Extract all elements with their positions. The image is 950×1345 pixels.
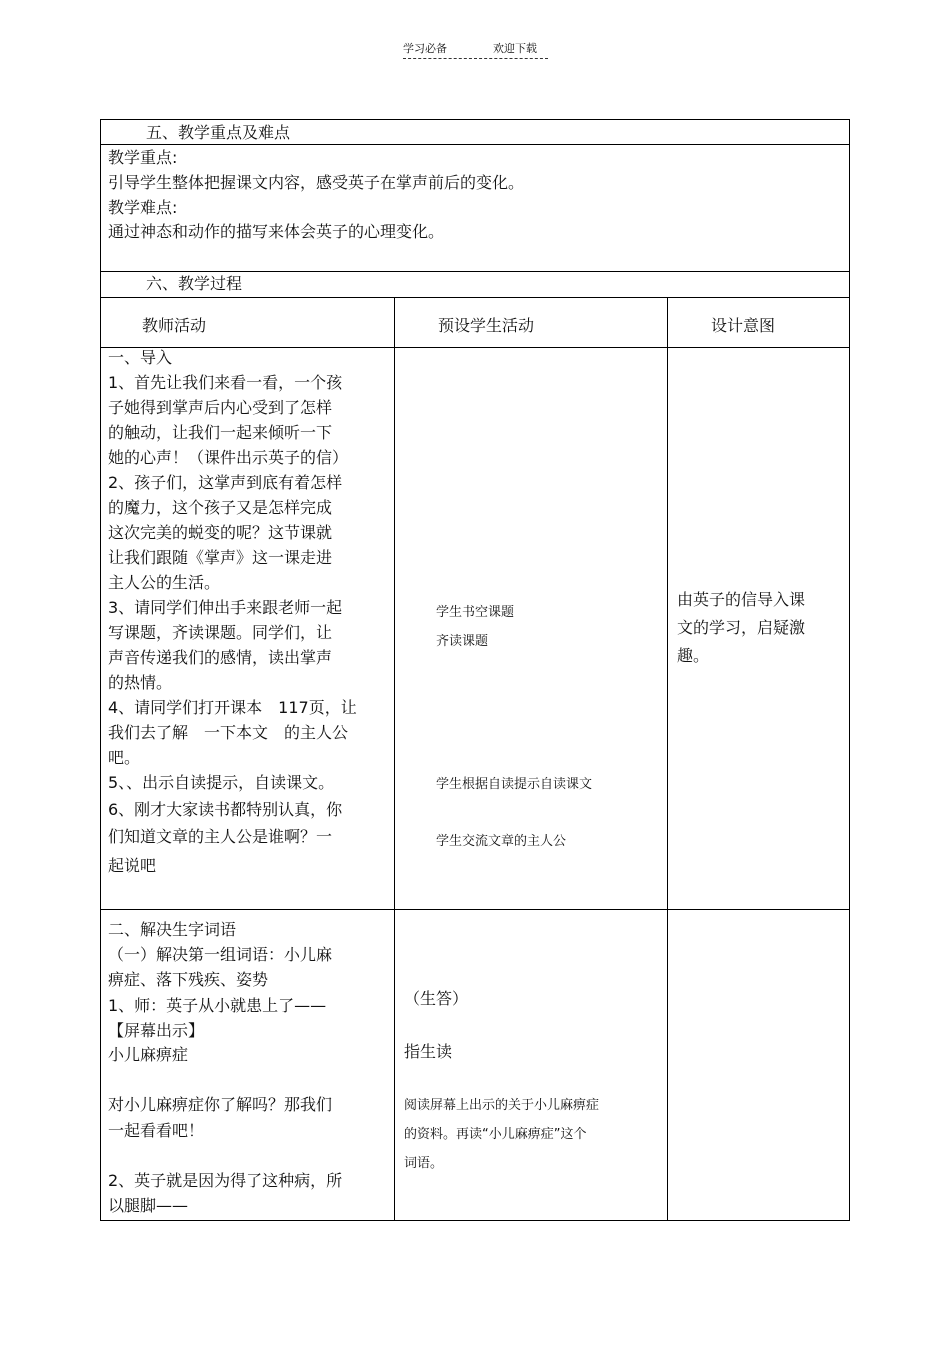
teacher-line: 的触动，让我们一起来倾听一下 xyxy=(108,423,333,442)
teacher-line: 一起看看吧！ xyxy=(108,1121,205,1140)
teacher-line: 一、导入 xyxy=(108,348,173,367)
teacher-line: 以腿脚—— xyxy=(108,1196,189,1215)
teacher-line: 3、请同学们伸出手来跟老师一起 xyxy=(108,598,343,617)
teacher-line: 让我们跟随《掌声》这一课走进 xyxy=(108,548,333,567)
teacher-line: 起说吧 xyxy=(108,856,157,875)
rule xyxy=(101,297,849,298)
intent-line: 文的学习，启疑激 xyxy=(677,618,806,637)
focus-label: 教学重点: xyxy=(108,148,178,167)
teacher-line: 1、首先让我们来看一看，一个孩 xyxy=(108,373,343,392)
teacher-line: 6、刚才大家读书都特别认真，你 xyxy=(108,800,343,819)
student-line: 学生书空课题 xyxy=(436,605,515,620)
teacher-line: 2、孩子们，这掌声到底有着怎样 xyxy=(108,473,343,492)
lesson-plan-table xyxy=(100,119,850,1221)
student-line: 词语。 xyxy=(404,1156,444,1171)
teacher-line: 主人公的生活。 xyxy=(108,573,221,592)
teacher-line: 痹症、落下残疾、姿势 xyxy=(108,970,269,989)
column-divider xyxy=(394,297,395,1220)
teacher-line: 对小儿麻痹症你了解吗？那我们 xyxy=(108,1095,333,1114)
teacher-line: 声音传递我们的感情，读出掌声 xyxy=(108,648,333,667)
column-header-student: 预设学生活动 xyxy=(438,316,535,335)
teacher-line: 的热情。 xyxy=(108,673,173,692)
student-line: （生答） xyxy=(404,989,469,1008)
section5-title: 五、教学重点及难点 xyxy=(146,123,291,142)
teacher-line: 的魔力，这个孩子又是怎样完成 xyxy=(108,498,333,517)
section6-title: 六、教学过程 xyxy=(146,274,243,293)
column-header-teacher: 教师活动 xyxy=(142,316,207,335)
column-header-intent: 设计意图 xyxy=(711,316,776,335)
teacher-line: 们知道文章的主人公是谁啊？一 xyxy=(108,827,333,846)
student-line: 指生读 xyxy=(404,1042,453,1061)
header-right: 欢迎下载 xyxy=(493,42,537,55)
column-divider xyxy=(667,297,668,1220)
student-line: 的资料。再读“小儿麻痹症”这个 xyxy=(404,1127,587,1142)
header-left: 学习必备 xyxy=(403,42,447,55)
rule xyxy=(101,347,849,348)
teacher-line: 二、解决生字词语 xyxy=(108,920,237,939)
teacher-line: 写课题，齐读课题。同学们，让 xyxy=(108,623,333,642)
student-line: 齐读课题 xyxy=(436,634,489,649)
teacher-line: 吧。 xyxy=(108,748,141,767)
rule xyxy=(101,909,849,910)
teacher-line: 5、、出示自读提示，自读课文。 xyxy=(108,773,335,792)
intent-line: 趣。 xyxy=(677,646,710,665)
teacher-line: 4、请同学们打开课本 117页，让 xyxy=(108,698,357,717)
student-line: 学生根据自读提示自读课文 xyxy=(436,777,593,792)
difficulty-label: 教学难点: xyxy=(108,198,178,217)
teacher-line: 1、师：英子从小就患上了—— xyxy=(108,996,327,1015)
page-header xyxy=(403,40,548,59)
teacher-line: 子她得到掌声后内心受到了怎样 xyxy=(108,398,333,417)
student-line: 阅读屏幕上出示的关于小儿麻痹症 xyxy=(404,1098,600,1113)
intent-line: 由英子的信导入课 xyxy=(677,590,806,609)
teacher-line: （一）解决第一组词语：小儿麻 xyxy=(108,945,333,964)
teacher-line: 她的心声！（课件出示英子的信） xyxy=(108,448,349,467)
teacher-line: 【屏幕出示】 xyxy=(108,1021,205,1040)
teacher-line: 我们去了解 一下本文 的主人公 xyxy=(108,723,349,742)
difficulty-text: 通过神态和动作的描写来体会英子的心理变化。 xyxy=(108,222,445,241)
teacher-line: 这次完美的蜕变的呢？这节课就 xyxy=(108,523,333,542)
student-line: 学生交流文章的主人公 xyxy=(436,834,567,849)
teacher-line: 2、英子就是因为得了这种病，所 xyxy=(108,1171,343,1190)
teacher-line: 小儿麻痹症 xyxy=(108,1045,189,1064)
focus-text: 引导学生整体把握课文内容，感受英子在掌声前后的变化。 xyxy=(108,173,525,192)
